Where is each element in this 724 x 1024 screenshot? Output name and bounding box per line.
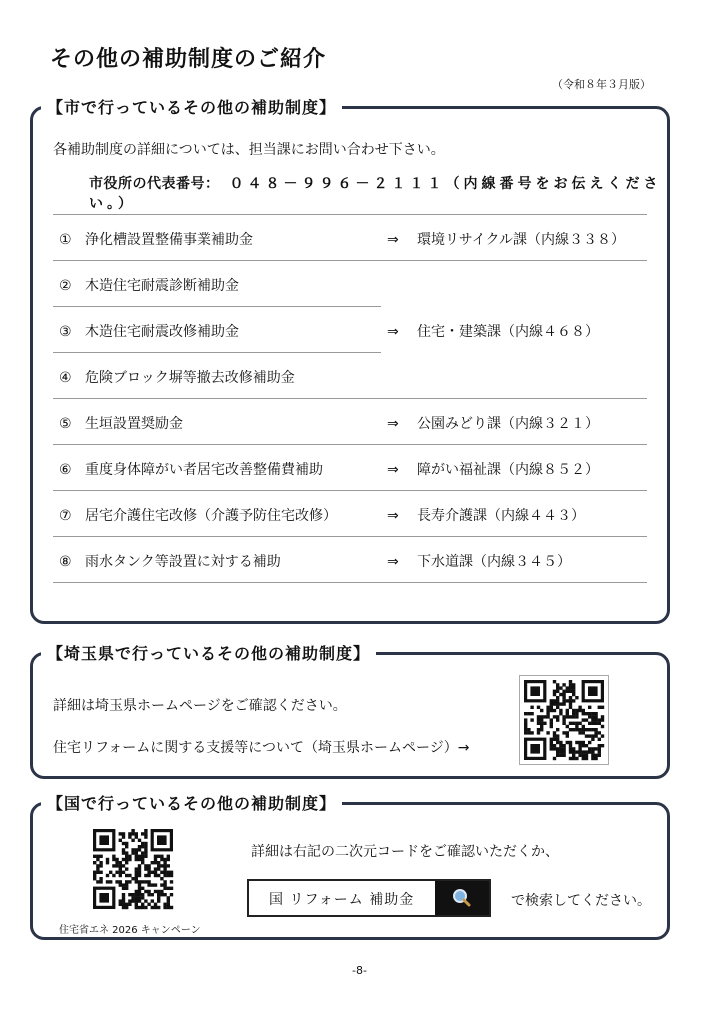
search-icon bbox=[435, 881, 489, 915]
table-divider bbox=[53, 490, 647, 491]
department-name: 長寿介護課（内線４４３） bbox=[417, 508, 585, 524]
item-name: 木造住宅耐震改修補助金 bbox=[85, 324, 239, 340]
list-item bbox=[59, 367, 295, 387]
page-title: その他の補助制度のご紹介 bbox=[50, 47, 327, 72]
item-number: ③ bbox=[59, 324, 72, 340]
item-name: 危険ブロック塀等撤去改修補助金 bbox=[85, 370, 295, 386]
prefecture-subsidy-section bbox=[30, 644, 670, 779]
search-terms: 国 リフォーム 補助金 bbox=[269, 892, 415, 908]
table-divider bbox=[53, 444, 647, 445]
item-number: ⑦ bbox=[59, 508, 72, 524]
list-item bbox=[59, 551, 281, 571]
item-name: 重度身体障がい者居宅改善整備費補助 bbox=[85, 462, 323, 478]
item-number: ② bbox=[59, 278, 72, 294]
arrow-icon: ⇒ bbox=[387, 554, 399, 570]
phone-label: 市役所の代表番号： bbox=[89, 176, 220, 192]
department-name: 住宅・建築課（内線４６８） bbox=[417, 324, 599, 340]
department-contact bbox=[387, 505, 585, 525]
department-name: 障がい福祉課（内線８５２） bbox=[417, 462, 599, 478]
list-item bbox=[59, 413, 183, 433]
arrow-icon: ⇒ bbox=[387, 232, 399, 248]
list-item bbox=[59, 505, 337, 525]
department-contact bbox=[387, 459, 599, 479]
national-section-title: 【国で行っているその他の補助制度】 bbox=[41, 791, 342, 814]
search-box[interactable] bbox=[247, 879, 491, 917]
edition-note: （令和８年３月版） bbox=[552, 78, 651, 91]
arrow-icon: ⇒ bbox=[387, 416, 399, 432]
list-item bbox=[59, 459, 323, 479]
table-divider bbox=[53, 306, 381, 307]
national-subsidy-section bbox=[30, 794, 670, 940]
arrow-icon: ⇒ bbox=[387, 462, 399, 478]
item-number: ⑥ bbox=[59, 462, 72, 478]
department-contact bbox=[387, 551, 571, 571]
prefecture-section-title: 【埼玉県で行っているその他の補助制度】 bbox=[41, 641, 376, 664]
list-item bbox=[59, 275, 239, 295]
item-name: 居宅介護住宅改修（介護予防住宅改修） bbox=[85, 508, 337, 524]
page-number: -8- bbox=[352, 964, 367, 977]
city-intro-text: 各補助制度の詳細については、担当課にお問い合わせ下さい。 bbox=[53, 142, 445, 158]
department-contact bbox=[387, 413, 599, 433]
table-divider bbox=[53, 214, 647, 215]
prefecture-qr-code[interactable] bbox=[519, 675, 609, 765]
department-contact bbox=[387, 321, 599, 341]
department-name: 環境リサイクル課（内線３３８） bbox=[417, 232, 626, 248]
item-number: ⑤ bbox=[59, 416, 72, 432]
list-item bbox=[59, 321, 239, 341]
search-instruction: で検索してください。 bbox=[511, 893, 651, 909]
phone-number: ０４８－９９６－２１１１（内線番号をお伝えください。） bbox=[89, 176, 662, 212]
table-divider bbox=[53, 260, 647, 261]
item-name: 生垣設置奨励金 bbox=[85, 416, 183, 432]
table-divider bbox=[53, 582, 647, 583]
department-contact bbox=[387, 229, 625, 249]
department-name: 公園みどり課（内線３２１） bbox=[417, 416, 599, 432]
item-number: ① bbox=[59, 232, 72, 248]
prefecture-link-text[interactable]: 住宅リフォームに関する支援等について（埼玉県ホームページ）→ bbox=[53, 740, 470, 756]
table-divider bbox=[53, 398, 647, 399]
national-info-text: 詳細は右記の二次元コードをご確認いただくか、 bbox=[251, 844, 559, 860]
national-qr-code[interactable] bbox=[89, 825, 177, 913]
table-divider bbox=[53, 352, 381, 353]
arrow-icon: ⇒ bbox=[387, 324, 399, 340]
arrow-icon: ⇒ bbox=[387, 508, 399, 524]
search-button[interactable] bbox=[435, 881, 489, 915]
city-phone bbox=[89, 173, 667, 213]
list-item bbox=[59, 229, 253, 249]
item-name: 浄化槽設置整備事業補助金 bbox=[85, 232, 253, 248]
city-subsidy-section bbox=[30, 98, 670, 624]
prefecture-info-text: 詳細は埼玉県ホームページをご確認ください。 bbox=[53, 698, 347, 714]
item-name: 雨水タンク等設置に対する補助 bbox=[85, 554, 281, 570]
city-section-title: 【市で行っているその他の補助制度】 bbox=[41, 95, 342, 118]
table-divider bbox=[53, 536, 647, 537]
qr-caption: 住宅省エネ 2026 キャンペーン bbox=[59, 925, 201, 936]
item-name: 木造住宅耐震診断補助金 bbox=[85, 278, 239, 294]
item-number: ⑧ bbox=[59, 554, 72, 570]
item-number: ④ bbox=[59, 370, 72, 386]
department-name: 下水道課（内線３４５） bbox=[417, 554, 571, 570]
